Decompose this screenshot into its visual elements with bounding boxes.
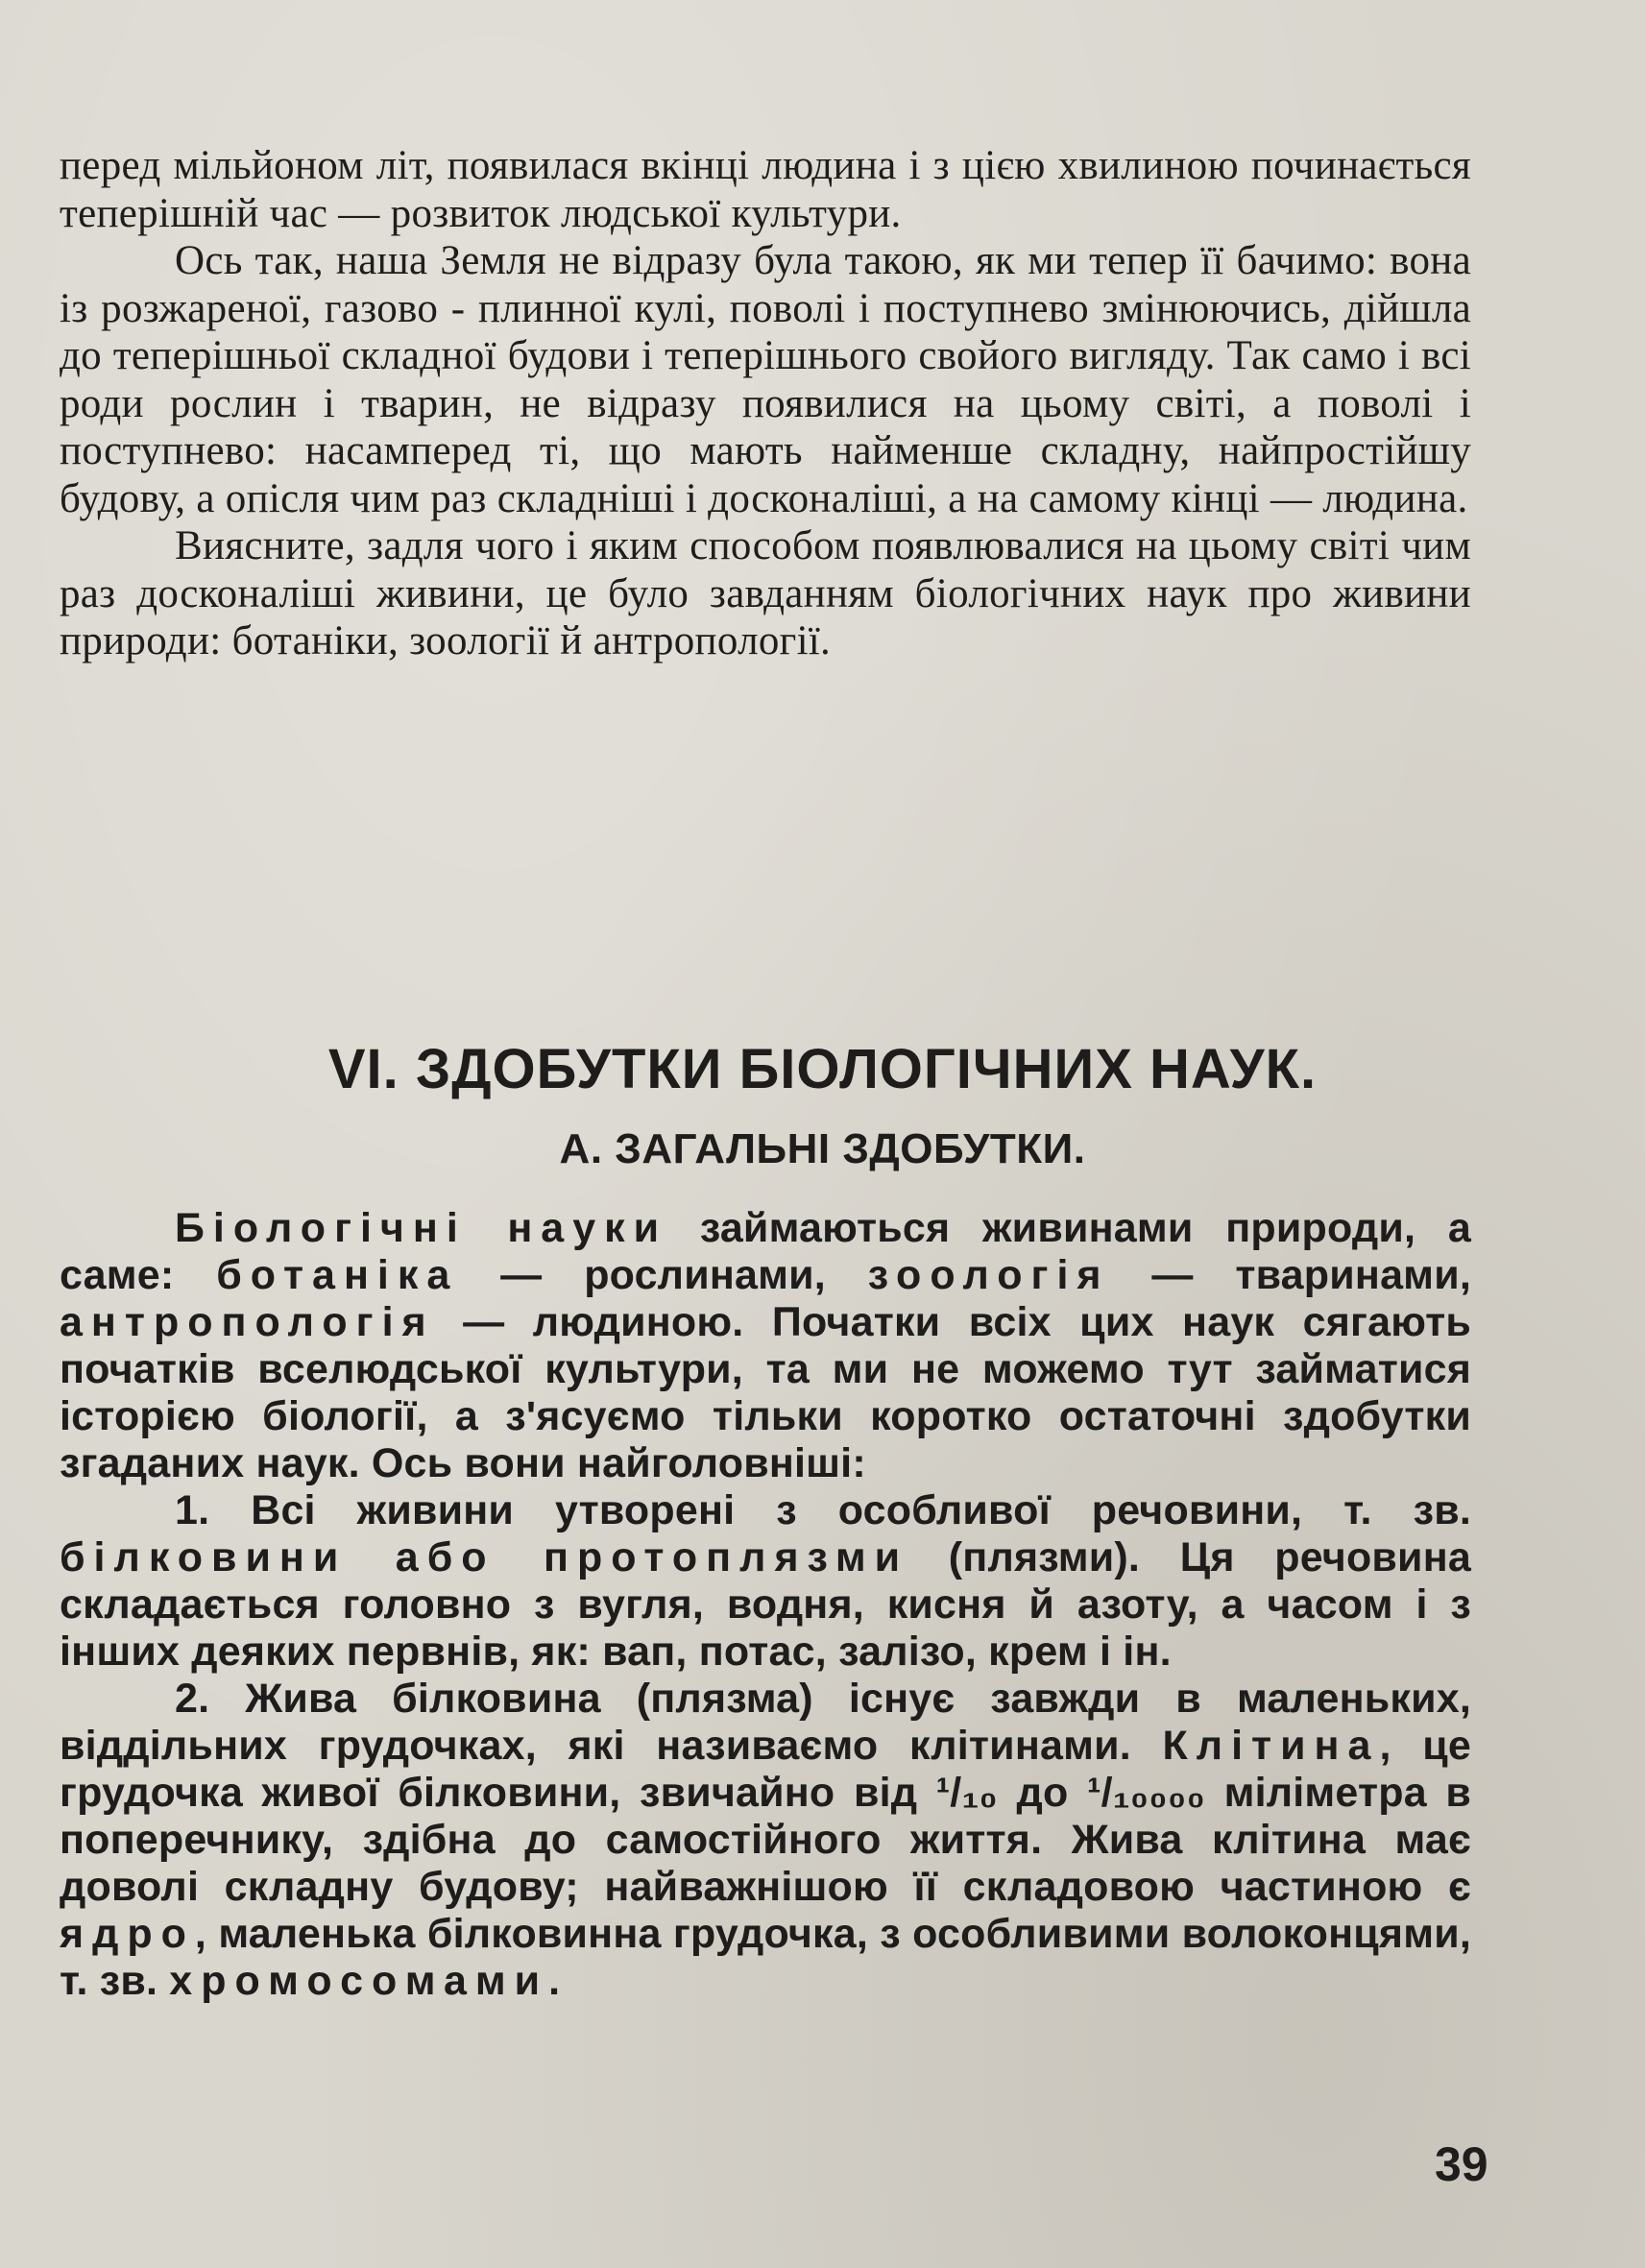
term-biological-sciences: Біологічні науки bbox=[175, 1205, 668, 1251]
term-protoplasm: білковини або протоплязми bbox=[60, 1534, 909, 1580]
text-run: — тваринами, bbox=[1109, 1252, 1471, 1298]
bottom-text-block bbox=[60, 1205, 1471, 2005]
term-anthropology: антропологія bbox=[60, 1299, 435, 1345]
paragraph-biological-sciences bbox=[60, 1205, 1471, 1487]
page-number: 39 bbox=[1435, 2137, 1488, 2191]
text-run: займаються живинами природи, а саме: bbox=[60, 1205, 1471, 1298]
section-title: VI. ЗДОБУТКИ БІОЛОГІЧНИХ НАУК. bbox=[327, 1038, 1318, 1100]
term-zoology: зоологія bbox=[867, 1252, 1110, 1298]
paragraph-biology-task: Виясните, задля чого і яким способом появлювалися на цьому світі чим раз досконаліші живини, це було завданням біологічних наук про живини природи: ботаніки, зоології й антропології. bbox=[60, 523, 1471, 664]
term-chromosomes: хромосомами bbox=[169, 1958, 549, 2004]
paragraph-continuation: перед мільйоном літ, появилася вкінці людина і з цією хвилиною починається теперішній час — розвиток людської культури. bbox=[60, 143, 1471, 236]
text-run: , це грудочка живої білковини, звичайно від ¹/₁₀ до ¹/₁₀₀₀₀ міліметра в поперечнику, здібна до самостійного життя. Жива клітина має доволі складну будову; найважнішою її складовою частиною є bbox=[60, 1723, 1471, 1910]
term-cell: Клітина bbox=[1162, 1723, 1380, 1769]
text-run: . bbox=[548, 1958, 561, 2004]
paragraph-earth: Ось так, наша Земля не відразу була такою, як ми тепер її бачимо: вона із розжареної, газово - плинної кулі, поволі і поступнево змінюючись, дійшла до теперішньої складної будови і теперішнього свойого вигляду. Так само і всі роди рослин і тварин, не відразу появилися на цьому світі, а поволі і поступнево: насамперед ті, що мають найменше складну, найпростійшу будову, а опісля чим раз складніші і досконаліші, а на самому кінці — людина. bbox=[60, 238, 1471, 521]
top-text-block bbox=[60, 142, 1471, 665]
text-run: , маленька білковинна грудочка, з особливими волоконцями, т. зв. bbox=[60, 1911, 1471, 2004]
paragraph-point-2 bbox=[60, 1676, 1471, 2005]
text-run: 2. Жива білковина (плязма) існує завжди в маленьких, віддільних грудочках, які називаємо клітинами. bbox=[60, 1676, 1471, 1769]
text-run: 1. Всі живини утворені з особливої речовини, т. зв. bbox=[175, 1487, 1471, 1533]
text-run: (плязми). Ця речовина складається головно з вугля, водня, кисня й азоту, а часом і з інших деяких первнів, як: вап, потас, залізо, крем і ін. bbox=[60, 1534, 1471, 1675]
text-run: — рослинами, bbox=[458, 1252, 868, 1298]
section-subtitle: А. ЗАГАЛЬНІ ЗДОБУТКИ. bbox=[559, 1125, 1086, 1172]
term-botany: ботаніка bbox=[216, 1252, 459, 1298]
text-run: — людиною. Початки всіх цих наук сягають початків вселюдської культури, та ми не можемо тут займатися історією біології, а з'ясуємо тільки коротко остаточні здобутки згаданих наук. Ось вони найголовніші: bbox=[60, 1299, 1471, 1486]
term-nucleus: ядро bbox=[60, 1911, 195, 1957]
paragraph-point-1 bbox=[60, 1487, 1471, 1676]
